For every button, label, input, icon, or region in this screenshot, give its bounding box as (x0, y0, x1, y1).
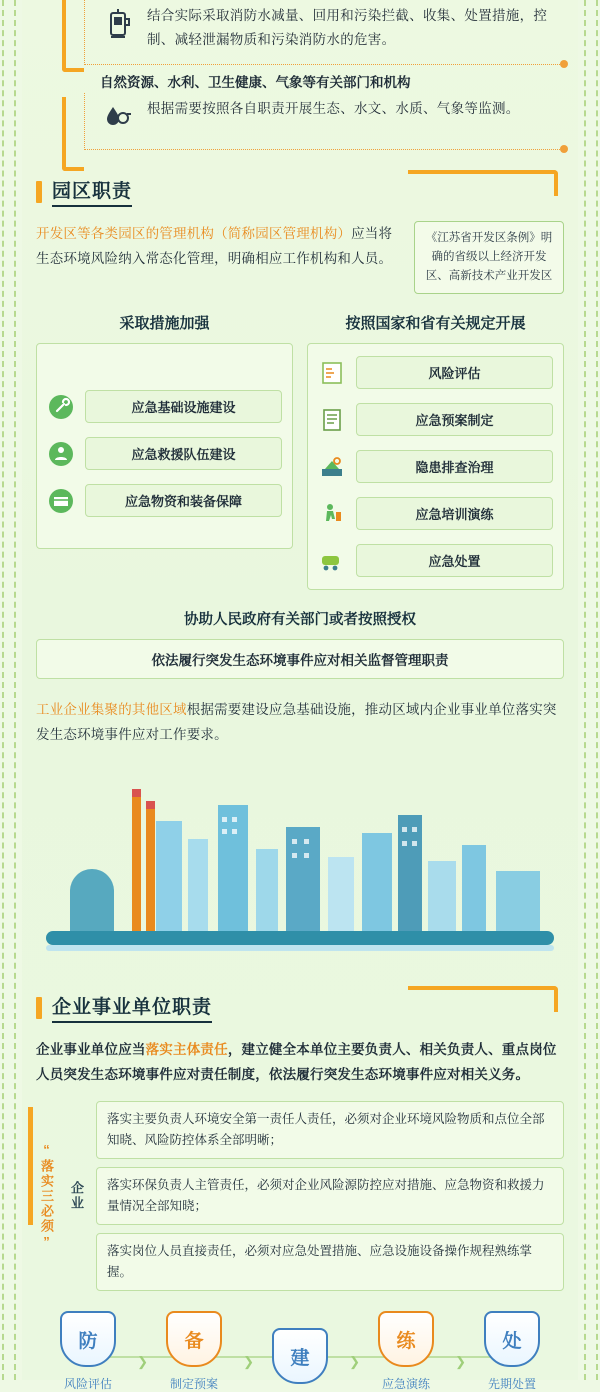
shield-icon (166, 1311, 222, 1367)
step-item (254, 1328, 360, 1392)
training-icon (318, 500, 346, 528)
three-must-label: “落实三必须” (39, 1141, 54, 1251)
step-char: 练 (396, 1330, 416, 1352)
list-item (318, 497, 553, 530)
list-item (85, 0, 564, 58)
department-list-header: 自然资源、水利、卫生健康、气象等有关部门和机构 (100, 75, 411, 90)
fire-duty-text: 结合实际采取消防水减量、回用和污染拦截、收集、处置措施，控制、减轻泄漏物质和污染消防水的危害。 (147, 8, 548, 47)
chevron-right-icon: ❯ (349, 1354, 360, 1369)
assessment-form-icon (318, 359, 346, 387)
emergency-response-icon (318, 547, 346, 575)
orange-side-bar (28, 1107, 33, 1225)
step-char: 处 (502, 1330, 522, 1352)
park-intro-highlight: 开发区等各类园区的管理机构（简称园区管理机构） (36, 226, 352, 241)
list-item (318, 450, 553, 483)
park-intro (36, 221, 564, 294)
left-column-body (36, 343, 293, 549)
heading-accent-bar (36, 181, 42, 203)
enterprise-label: 企业 (69, 1181, 84, 1211)
other-area-highlight: 工业企业集聚的其他区域 (36, 702, 187, 717)
enterprise-duties-section (36, 992, 564, 1392)
list-item (318, 403, 553, 436)
shield-icon (60, 1311, 116, 1367)
measure-label: 应急预案制定 (356, 403, 553, 436)
supplies-icon (47, 487, 75, 515)
plan-document-icon (318, 406, 346, 434)
measure-label: 应急物资和装备保障 (85, 484, 282, 517)
other-area-rest: 根据需要建设应急基础设施，推动区域内企业事业单位落实突发生态环境事件应对工作要求。 (36, 702, 557, 742)
park-section-heading (36, 176, 564, 207)
heading-accent-bar (36, 997, 42, 1019)
park-left-column (36, 312, 293, 590)
monitor-duty-block (84, 93, 564, 150)
park-intro-text (36, 221, 402, 271)
measure-label: 应急处置 (356, 544, 553, 577)
infographic-canvas (22, 0, 578, 1391)
measure-label: 应急培训演练 (356, 497, 553, 530)
orange-bracket-fire (62, 0, 84, 72)
list-item (318, 356, 553, 389)
water-drop-monitor-icon (101, 97, 135, 137)
park-right-column (307, 312, 564, 590)
department-duties-section (36, 0, 564, 150)
park-duties-section (36, 176, 564, 747)
heading-corner-decoration (408, 986, 558, 1012)
step-char: 备 (184, 1330, 204, 1352)
shield-icon (272, 1328, 328, 1384)
enterprise-para-post: ，建立健全本单位主要负责人、相关负责人、重点岗位人员突发生态环境事件应对责任制度，依法履行突发生态环境事件应对相关义务。 (36, 1042, 557, 1082)
step-char: 建 (290, 1347, 310, 1369)
left-column-title: 采取措施加强 (119, 315, 210, 332)
assist-duty-bar: 依法履行突发生态环境事件应对相关监督管理职责 (36, 639, 564, 679)
right-column-body (307, 343, 564, 590)
measure-label: 隐患排查治理 (356, 450, 553, 483)
list-item (47, 437, 282, 470)
enterprise-para-pre: 企业事业单位应当 (36, 1042, 146, 1057)
park-callout-note: 《江苏省开发区条例》明确的省级以上经济开发区、高新技术产业开发区 (414, 221, 564, 294)
bracket-end-dot (560, 145, 568, 153)
other-area-paragraph (36, 697, 564, 747)
chevron-right-icon: ❯ (137, 1354, 148, 1369)
step-char: 防 (78, 1330, 98, 1352)
list-item (85, 93, 564, 143)
list-item (318, 544, 553, 577)
enterprise-paragraph (36, 1037, 564, 1087)
measure-label: 应急救援队伍建设 (85, 437, 282, 470)
three-must-block (36, 1101, 564, 1291)
measure-label: 应急基础设施建设 (85, 390, 282, 423)
wrench-icon (47, 393, 75, 421)
industrial-park-skyline-illustration (36, 761, 564, 966)
bracket-end-dot (560, 60, 568, 68)
measure-label: 风险评估 (356, 356, 553, 389)
park-intro-rest: 应当将生态环境风险纳入常态化管理，明确相应工作机构和人员。 (36, 226, 393, 266)
page-title: 园区职责 (52, 176, 132, 207)
three-must-items (96, 1101, 564, 1291)
list-item (47, 484, 282, 517)
assist-title: 协助人民政府有关部门或者按照授权 (184, 612, 416, 628)
step-caption: 制定预案 (169, 1377, 218, 1391)
list-item: 落实环保负责人主管责任，必须对企业风险源防控应对措施、应急物资和救援力量情况全部知晓； (96, 1167, 564, 1225)
orange-bracket-monitor (62, 97, 84, 171)
enterprise-section-heading (36, 992, 564, 1023)
right-column-title: 按照国家和省有关规定开展 (345, 315, 526, 332)
step-caption: 先期处置 (487, 1377, 536, 1391)
monitor-duty-text: 根据需要按照各自职责开展生态、水文、水质、气象等监测。 (147, 101, 520, 116)
inspection-icon (318, 453, 346, 481)
chevron-right-icon: ❯ (243, 1354, 254, 1369)
page-left-dashed-border (2, 0, 16, 1380)
list-item: 落实岗位人员直接责任，必须对应急处置措施、应急设施设备操作规程熟练掌握。 (96, 1233, 564, 1291)
shield-icon (378, 1311, 434, 1367)
park-measure-columns (36, 312, 564, 590)
step-caption: 应急演练 (381, 1377, 430, 1391)
fire-duty-block (84, 0, 564, 65)
step-caption: 风险评估 (63, 1377, 112, 1391)
rescue-team-icon (47, 440, 75, 468)
shield-icon (484, 1311, 540, 1367)
page-right-dashed-border (584, 0, 598, 1380)
page-title: 企业事业单位职责 (52, 992, 212, 1023)
heading-corner-decoration (408, 170, 558, 196)
chevron-right-icon: ❯ (455, 1354, 466, 1369)
fire-hydrant-icon (101, 4, 135, 44)
enterprise-para-highlight: 落实主体责任 (145, 1042, 228, 1057)
list-item: 落实主要负责人环境安全第一责任人责任，必须对企业环境风险物质和点位全部知晓、风险防控体系全部明晰； (96, 1101, 564, 1159)
list-item (47, 390, 282, 423)
